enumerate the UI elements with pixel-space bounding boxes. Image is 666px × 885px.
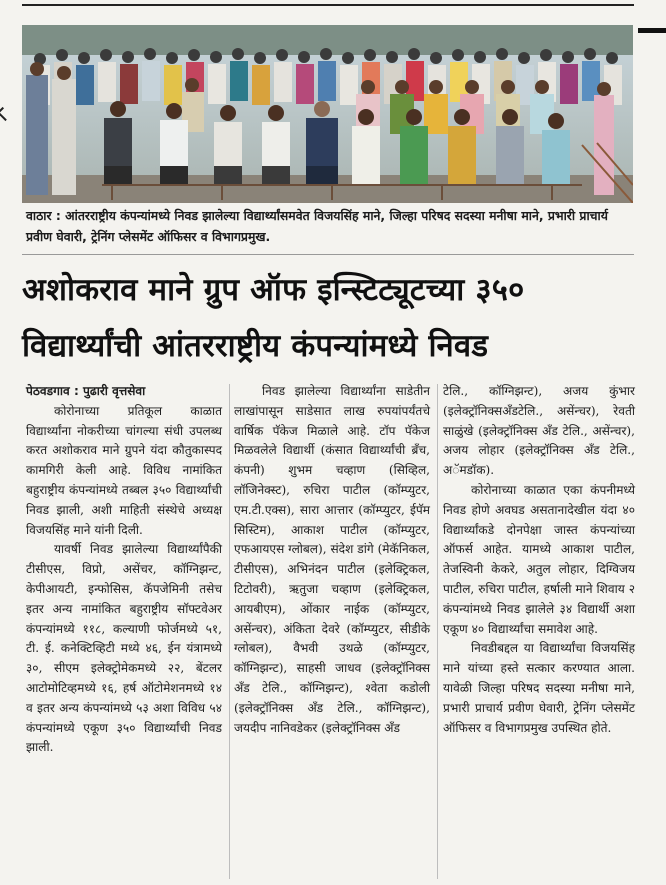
group-photo-illustration xyxy=(22,25,633,203)
headline xyxy=(22,262,634,374)
top-rule xyxy=(22,4,634,6)
paragraph: कोरोनाच्या काळात एका कंपनीमध्ये निवड होणे अवघड असतानादेखील यंदा ४० विद्यार्थ्यांकडे दोनपेक्षा जास्त कंपन्यांच्या ऑफर्स आहेत. यामध्ये आकाश पाटील, तेजस्विनी केकरे, अतुल लोहार, दिग्विजय पाटील, रुचिरा पाटील, हर्षाली माने शिवाय २ कंपन्यांमध्ये निवड झालेले ३४ विद्यार्थी अशा एकूण ४० विद्यार्थ्यांचा समावेश आहे. xyxy=(443,482,635,636)
chevron-left-icon xyxy=(0,107,11,121)
caption-text: आंतरराष्ट्रीय कंपन्यांमध्ये निवड झालेल्या विद्यार्थ्यांसमवेत विजयसिंह माने, जिल्हा परिषद सदस्या मनीषा माने, प्रभारी प्राचार्य प्रवीण घेवारी, ट्रेनिंग प्लेसमेंट ऑफिसर व विभागप्रमुख. xyxy=(26,208,608,244)
caption-label: वाठार : xyxy=(26,208,61,223)
article-column-1 xyxy=(26,382,222,758)
paragraph: निवड झालेल्या विद्यार्थ्यांना साडेतीन लाखांपासून साडेसात लाख रुपयांपर्यंतचे वार्षिक पॅकेज मिळाले आहे. टॉप पॅकेज मिळवलेले विद्यार्थी (कंसात विद्यार्थ्यांची ब्रँच, कंपनी) शुभम चव्हाण (सिव्हिल, लॉजिनेक्स्ट), रुचिरा पाटील (कॉम्प्युटर, एम.टी.एक्स), सारा आत्तार (कॉम्प्युटर, ईपॅम सिस्टिम), आकाश पाटील (कॉम्प्युटर, एफआयएस ग्लोबल), संदेश डांगे (मेकॅनिकल, टीसीएस), अभिनंदन पाटील (इलेक्ट्रिकल, टिटोवरी), ऋतुजा चव्हाण (इलेक्ट्रिकल, आयबीएम), ओंकार नाईक (कॉम्प्युटर, असेंन्चर), अंकिता देवरे (कॉम्प्युटर, सीडीके ग्लोबल), वैभवी उथळे (कॉम्प्युटर, कॉग्निझन्ट), साहसी जाधव (इलेक्ट्रॉनिक्स अँड टेलि., कॉग्निझन्ट), श्वेता कडोली (इलेक्ट्रॉनिक्स अँड टेलि., कॉग्निझन्ट), जयदीप नानिवडेकर (इलेक्ट्रॉनिक्स अँड xyxy=(234,384,430,735)
headline-line-1: अशोकराव माने ग्रुप ऑफ इन्स्टिट्यूटच्या ३५० xyxy=(22,272,525,308)
column-divider xyxy=(437,384,438,879)
edge-bar xyxy=(638,28,666,33)
paragraph: निवडीबद्दल या विद्यार्थ्यांचा विजयसिंह माने यांच्या हस्ते सत्कार करण्यात आला. यावेळी जिल्हा परिषद सदस्या मनीषा माने, प्रभारी प्राचार्य प्रवीण घेवारी, ट्रेनिंग प्लेसमेंट ऑफिसर व विभागप्रमुख उपस्थित होते. xyxy=(443,641,635,735)
headline-line-2: विद्यार्थ्यांची आंतरराष्ट्रीय कंपन्यांमध्ये निवड xyxy=(22,328,489,364)
photo-caption xyxy=(26,205,630,247)
article-column-2 xyxy=(234,382,430,738)
group-photo xyxy=(22,25,633,203)
paragraph: टेलि., कॉग्निझन्ट), अजय कुंभार (इलेक्ट्रॉनिक्सअँडटेलि., असेंन्चर), रेवती साळुंखे (इलेक्ट्रॉनिक्स अँड टेलि., असेंन्चर), अजय लोहार (इलेक्ट्रॉनिक्स अँड टेलि., अॅमडॉक). xyxy=(443,384,635,478)
article-column-3 xyxy=(443,382,635,738)
column-divider xyxy=(229,384,230,879)
divider xyxy=(22,254,634,255)
paragraph: कोरोनाच्या प्रतिकूल काळात विद्यार्थ्यांना नोकरीच्या चांगल्या संधी उपलब्ध करत अशोकराव माने ग्रुपने यंदा कौतुकास्पद कामगिरी केली आहे. विविध नामांकित बहुराष्ट्रीय कंपन्यांमध्ये तब्बल ३५० विद्यार्थ्यांची निवड झाली, अशी माहिती संस्थेचे अध्यक्ष विजयसिंह माने यांनी दिली. xyxy=(26,403,222,537)
paragraph: यावर्षी निवड झालेल्या विद्यार्थ्यांपैकी टीसीएस, विप्रो, असेंचर, कॉग्निझन्ट, केपीआयटी, इन्फोसिस, कॅपजेमिनी तसेच इतर अन्य नामांकित बहुराष्ट्रीय सॉफ्टवेअर कंपन्यांमध्ये ११८, कल्याणी फोर्जमध्ये ५१, टी. ई. कनेक्टिव्हिटी मध्ये ४६, ईन यंत्रामध्ये ३०, सीएम इलेक्ट्रोमेकमध्ये २२, बेंटलर आटोमोटिव्हमध्ये १६, हर्ष ऑटोमेशनमध्ये १४ व इतर अन्य कंपन्यांमध्ये ५३ अशा विविध ५४ कंपन्यांमध्ये एकूण ३५० विद्यार्थ्यांची निवड झाली. xyxy=(26,542,222,755)
dateline: पेठवडगाव : पुढारी वृत्तसेवा xyxy=(26,384,146,398)
